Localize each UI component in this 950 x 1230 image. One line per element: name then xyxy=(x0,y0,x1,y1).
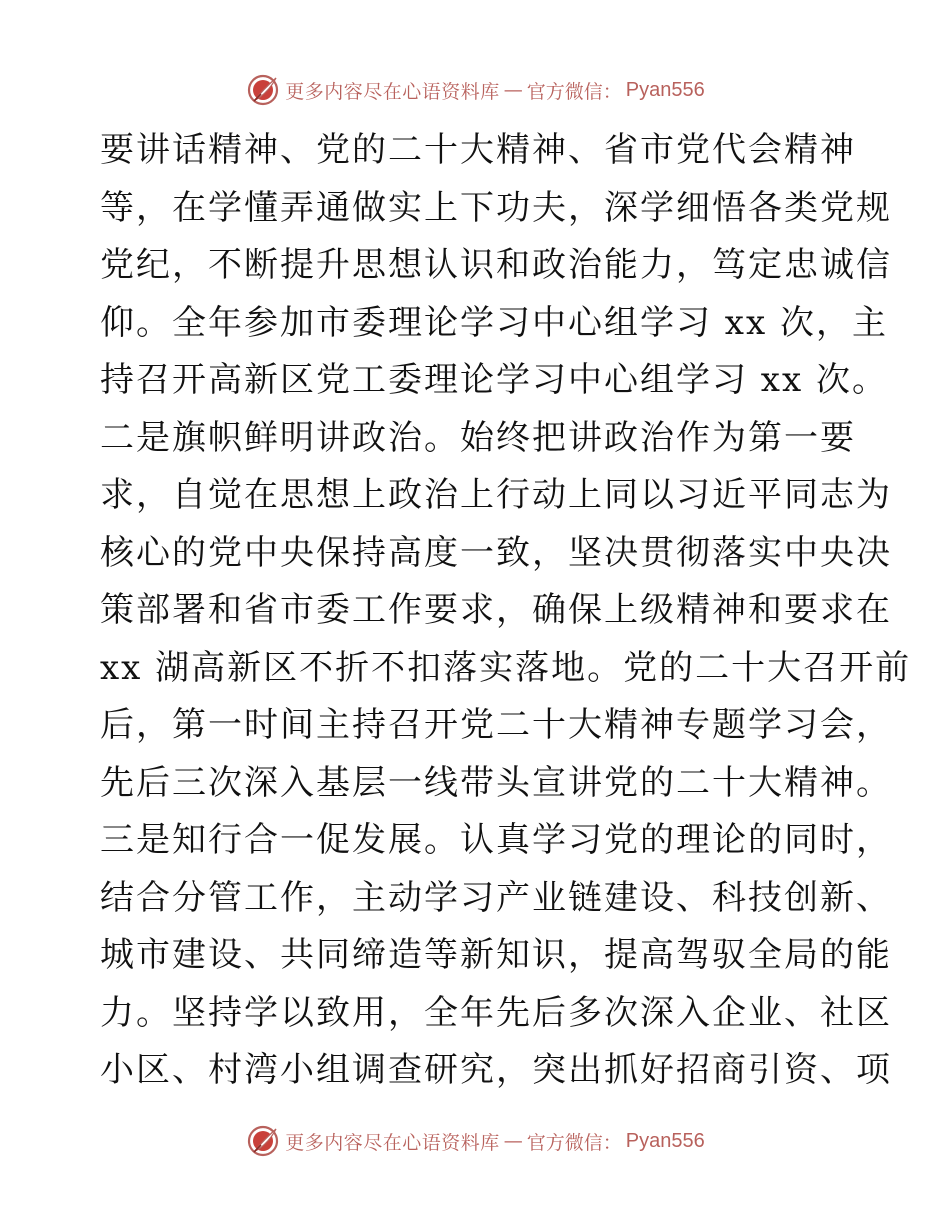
text-line: 二是旗帜鲜明讲政治。始终把讲政治作为第一要 xyxy=(100,417,856,458)
text-line: 核心的党中央保持高度一致，坚决贯彻落实中央决 xyxy=(100,532,892,573)
text-line: 结合分管工作，主动学习产业链建设、科技创新、 xyxy=(100,877,892,918)
text-line: 三是知行合一促发展。认真学习党的理论的同时， xyxy=(100,820,892,860)
footer-watermark xyxy=(0,1121,950,1161)
text-line: 城市建设、共同缔造等新知识，提高驾驭全局的能 xyxy=(100,935,892,975)
text-line: 要讲话精神、党的二十大精神、省市党代会精神 xyxy=(100,130,856,170)
watermark-label: 官方微信： xyxy=(526,80,622,103)
feather-quill-circle-icon xyxy=(245,1123,281,1159)
watermark-separator: — xyxy=(503,1130,523,1152)
watermark-id: Pyan556 xyxy=(625,78,705,101)
text-line: 后，第一时间主持召开党二十大精神专题学习会， xyxy=(100,705,892,745)
document-body xyxy=(100,122,912,1100)
watermark-separator: — xyxy=(503,79,523,101)
watermark-text: 更多内容尽在心语资料库 xyxy=(285,80,500,103)
watermark-text: 更多内容尽在心语资料库 xyxy=(285,1131,500,1154)
watermark-id: Pyan556 xyxy=(625,1129,705,1152)
watermark-label: 官方微信： xyxy=(526,1131,622,1154)
text-line: 仰。全年参加市委理论学习中心组学习 xx 次，主 xyxy=(100,302,888,343)
text-line: 求，自觉在思想上政治上行动上同以习近平同志为 xyxy=(100,475,892,515)
text-line: 党纪，不断提升思想认识和政治能力，笃定忠诚信 xyxy=(100,245,892,285)
header-watermark xyxy=(0,70,950,110)
text-line: xx 湖高新区不折不扣落实落地。党的二十大召开前 xyxy=(100,647,912,688)
text-line: 力。坚持学以致用，全年先后多次深入企业、社区 xyxy=(100,992,892,1033)
text-line: 小区、村湾小组调查研究，突出抓好招商引资、项 xyxy=(100,1050,892,1090)
text-line: 持召开高新区党工委理论学习中心组学习 xx 次。 xyxy=(100,360,888,400)
feather-quill-circle-icon xyxy=(245,72,281,108)
text-line: 等，在学懂弄通做实上下功夫，深学细悟各类党规 xyxy=(100,187,892,228)
text-line: 策部署和省市委工作要求，确保上级精神和要求在 xyxy=(100,590,892,630)
text-line: 先后三次深入基层一线带头宣讲党的二十大精神。 xyxy=(100,762,892,803)
